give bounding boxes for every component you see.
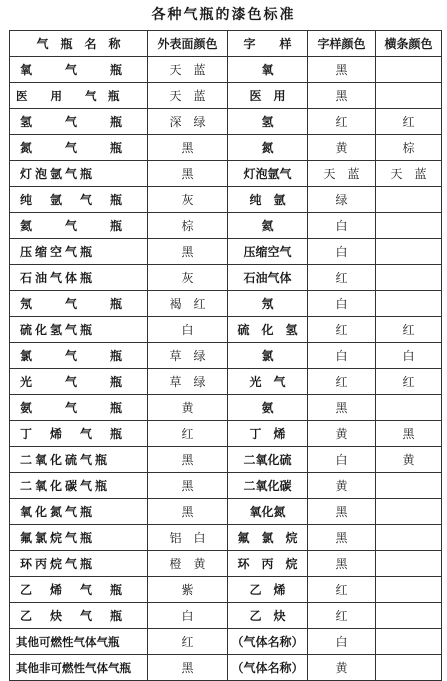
- cell-cylinder-name: 硫化氢气瓶: [10, 317, 148, 343]
- cell-cylinder-name: 乙 炔 气 瓶: [10, 603, 148, 629]
- cell-cylinder-name: 氮 气 瓶: [10, 135, 148, 161]
- cell-lettering: 硫 化 氢: [228, 317, 308, 343]
- cell-surface-color: 黑: [148, 655, 228, 681]
- cell-band-color: [376, 57, 442, 83]
- cell-lettering: 丁 烯: [228, 421, 308, 447]
- cell-lettering: 光 气: [228, 369, 308, 395]
- cell-surface-color: 黑: [148, 473, 228, 499]
- cell-lettering: 氦: [228, 213, 308, 239]
- header-cylinder-name: 气 瓶 名 称: [10, 31, 148, 57]
- cell-lettering: 压缩空气: [228, 239, 308, 265]
- cell-band-color: [376, 291, 442, 317]
- table-row: [10, 239, 442, 265]
- cell-band-color: [376, 629, 442, 655]
- cell-band-color: [376, 655, 442, 681]
- table-row: [10, 369, 442, 395]
- cell-cylinder-name: 氯 气 瓶: [10, 343, 148, 369]
- cell-lettering: 氨: [228, 395, 308, 421]
- cell-band-color: [376, 473, 442, 499]
- cell-band-color: 红: [376, 369, 442, 395]
- table-row: [10, 83, 442, 109]
- cell-lettering-color: 红: [308, 109, 376, 135]
- table-row: [10, 421, 442, 447]
- cell-lettering-color: 白: [308, 291, 376, 317]
- cell-surface-color: 红: [148, 629, 228, 655]
- table-row: [10, 135, 442, 161]
- cell-cylinder-name: 氖 气 瓶: [10, 291, 148, 317]
- cell-lettering: 二氧化碳: [228, 473, 308, 499]
- cell-lettering: 环 丙 烷: [228, 551, 308, 577]
- cell-band-color: 红: [376, 109, 442, 135]
- cell-surface-color: 棕: [148, 213, 228, 239]
- cell-lettering-color: 天 蓝: [308, 161, 376, 187]
- cell-lettering: 二氧化硫: [228, 447, 308, 473]
- table-row: [10, 603, 442, 629]
- table-row: [10, 57, 442, 83]
- cell-band-color: 黄: [376, 447, 442, 473]
- header-band-color: 横条颜色: [376, 31, 442, 57]
- cell-lettering: （气体名称）: [228, 629, 308, 655]
- table-row: [10, 317, 442, 343]
- cell-surface-color: 白: [148, 603, 228, 629]
- cell-lettering: 氟 氯 烷: [228, 525, 308, 551]
- cell-surface-color: 黑: [148, 239, 228, 265]
- cell-cylinder-name: 环丙烷气瓶: [10, 551, 148, 577]
- cell-band-color: [376, 83, 442, 109]
- cell-cylinder-name: 氦 气 瓶: [10, 213, 148, 239]
- cell-lettering-color: 白: [308, 239, 376, 265]
- cell-band-color: [376, 265, 442, 291]
- cell-band-color: [376, 577, 442, 603]
- cell-lettering: 纯 氩: [228, 187, 308, 213]
- cell-band-color: 黑: [376, 421, 442, 447]
- cell-band-color: [376, 551, 442, 577]
- header-surface-color: 外表面颜色: [148, 31, 228, 57]
- cell-surface-color: 草 绿: [148, 343, 228, 369]
- cell-lettering: 氯: [228, 343, 308, 369]
- cell-band-color: [376, 239, 442, 265]
- cell-surface-color: 黑: [148, 447, 228, 473]
- table-row: [10, 291, 442, 317]
- cell-lettering: 氖: [228, 291, 308, 317]
- cell-cylinder-name: 医 用 气 瓶: [10, 83, 148, 109]
- table-row: [10, 161, 442, 187]
- table-row: [10, 447, 442, 473]
- table-row: [10, 343, 442, 369]
- cell-surface-color: 灰: [148, 265, 228, 291]
- cell-surface-color: 紫: [148, 577, 228, 603]
- cell-lettering: （气体名称）: [228, 655, 308, 681]
- cell-lettering: 乙 烯: [228, 577, 308, 603]
- cell-lettering-color: 绿: [308, 187, 376, 213]
- cell-surface-color: 红: [148, 421, 228, 447]
- page-title: 各种气瓶的漆色标准: [151, 7, 296, 23]
- cell-lettering: 医 用: [228, 83, 308, 109]
- cell-cylinder-name: 二氧化碳气瓶: [10, 473, 148, 499]
- cell-lettering: 氧化氮: [228, 499, 308, 525]
- cell-lettering: 乙 炔: [228, 603, 308, 629]
- cell-band-color: [376, 603, 442, 629]
- table-body: [10, 57, 442, 681]
- paint-standard-table: [9, 30, 442, 681]
- cell-band-color: 白: [376, 343, 442, 369]
- cell-band-color: [376, 525, 442, 551]
- cell-cylinder-name: 石油气体瓶: [10, 265, 148, 291]
- cell-lettering-color: 白: [308, 213, 376, 239]
- cell-surface-color: 草 绿: [148, 369, 228, 395]
- cell-cylinder-name: 氨 气 瓶: [10, 395, 148, 421]
- cell-surface-color: 天 蓝: [148, 57, 228, 83]
- cell-lettering-color: 黄: [308, 135, 376, 161]
- cell-band-color: [376, 187, 442, 213]
- cell-surface-color: 黑: [148, 135, 228, 161]
- cell-cylinder-name: 乙 烯 气 瓶: [10, 577, 148, 603]
- table-row: [10, 525, 442, 551]
- cell-lettering-color: 黄: [308, 655, 376, 681]
- table-row: [10, 577, 442, 603]
- cell-surface-color: 天 蓝: [148, 83, 228, 109]
- cell-surface-color: 橙 黄: [148, 551, 228, 577]
- cell-lettering-color: 白: [308, 343, 376, 369]
- cell-cylinder-name: 丁 烯 气 瓶: [10, 421, 148, 447]
- table-row: [10, 109, 442, 135]
- cell-lettering-color: 白: [308, 447, 376, 473]
- cell-surface-color: 褐 红: [148, 291, 228, 317]
- cell-cylinder-name: 纯 氩 气 瓶: [10, 187, 148, 213]
- table-row: [10, 655, 442, 681]
- cell-cylinder-name: 氟氯烷气瓶: [10, 525, 148, 551]
- header-lettering-color: 字样颜色: [308, 31, 376, 57]
- cell-cylinder-name: 其他可燃性气体气瓶: [10, 629, 148, 655]
- table-row: [10, 499, 442, 525]
- cell-lettering-color: 红: [308, 603, 376, 629]
- cell-lettering: 石油气体: [228, 265, 308, 291]
- cell-band-color: 天 蓝: [376, 161, 442, 187]
- cell-surface-color: 黄: [148, 395, 228, 421]
- cell-band-color: 棕: [376, 135, 442, 161]
- cell-surface-color: 灰: [148, 187, 228, 213]
- cell-cylinder-name: 其他非可燃性气体气瓶: [10, 655, 148, 681]
- cell-surface-color: 黑: [148, 499, 228, 525]
- cell-lettering: 氧: [228, 57, 308, 83]
- table-header-row: [10, 31, 442, 57]
- cell-lettering-color: 黑: [308, 57, 376, 83]
- cell-cylinder-name: 压缩空气瓶: [10, 239, 148, 265]
- cell-band-color: [376, 499, 442, 525]
- cell-lettering-color: 黄: [308, 421, 376, 447]
- table-row: [10, 629, 442, 655]
- cell-cylinder-name: 氧 气 瓶: [10, 57, 148, 83]
- cell-surface-color: 深 绿: [148, 109, 228, 135]
- cell-cylinder-name: 氧化氮气瓶: [10, 499, 148, 525]
- cell-surface-color: 黑: [148, 161, 228, 187]
- cell-lettering-color: 黑: [308, 551, 376, 577]
- header-lettering: 字 样: [228, 31, 308, 57]
- cell-band-color: 红: [376, 317, 442, 343]
- cell-lettering-color: 黑: [308, 499, 376, 525]
- table-row: [10, 551, 442, 577]
- cell-lettering: 氢: [228, 109, 308, 135]
- table-row: [10, 473, 442, 499]
- table-row: [10, 395, 442, 421]
- cell-band-color: [376, 395, 442, 421]
- cell-lettering-color: 黑: [308, 525, 376, 551]
- cell-lettering-color: 白: [308, 629, 376, 655]
- cell-cylinder-name: 灯泡氩气瓶: [10, 161, 148, 187]
- table-row: [10, 265, 442, 291]
- cell-band-color: [376, 213, 442, 239]
- cell-surface-color: 铝 白: [148, 525, 228, 551]
- cell-lettering-color: 红: [308, 369, 376, 395]
- cell-lettering-color: 黑: [308, 83, 376, 109]
- cell-lettering-color: 红: [308, 577, 376, 603]
- cell-cylinder-name: 光 气 瓶: [10, 369, 148, 395]
- cell-cylinder-name: 二氧化硫气瓶: [10, 447, 148, 473]
- cell-lettering-color: 黑: [308, 395, 376, 421]
- cell-lettering-color: 红: [308, 265, 376, 291]
- cell-cylinder-name: 氢 气 瓶: [10, 109, 148, 135]
- table-row: [10, 187, 442, 213]
- cell-surface-color: 白: [148, 317, 228, 343]
- cell-lettering-color: 黄: [308, 473, 376, 499]
- cell-lettering-color: 红: [308, 317, 376, 343]
- cell-lettering: 氮: [228, 135, 308, 161]
- table-row: [10, 213, 442, 239]
- cell-lettering: 灯泡氩气: [228, 161, 308, 187]
